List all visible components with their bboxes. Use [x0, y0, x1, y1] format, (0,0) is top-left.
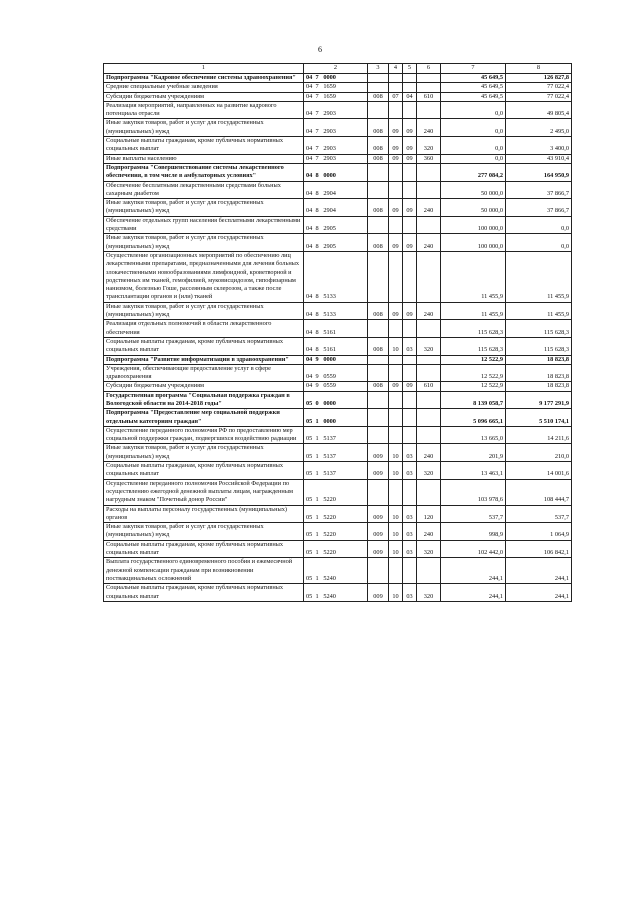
- row-subsection-cell: [403, 426, 417, 444]
- row-subsection-cell: 03: [403, 584, 417, 602]
- table-row: [104, 163, 572, 181]
- row-subsection-cell: [403, 163, 417, 181]
- row-amount-2015-cell: 102 442,0: [441, 540, 506, 558]
- row-section-cell: 09: [389, 154, 403, 163]
- table-row: [104, 199, 572, 217]
- row-section-cell: [389, 163, 403, 181]
- row-subsection-cell: 03: [403, 337, 417, 355]
- row-code-cell: 04 8 2905: [304, 234, 368, 252]
- row-amount-2016-cell: 5 510 174,1: [506, 409, 572, 427]
- row-name-cell: Социальные выплаты гражданам, кроме публичных нормативных социальных выплат: [104, 462, 304, 480]
- table-row: [104, 584, 572, 602]
- row-code-cell: 04 7 2903: [304, 154, 368, 163]
- row-expense-type-cell: [417, 364, 441, 382]
- row-subsection-cell: 09: [403, 137, 417, 155]
- row-section-cell: [389, 74, 403, 83]
- row-code-cell: 04 7 1659: [304, 83, 368, 92]
- table-row: [104, 355, 572, 364]
- row-ministry-cell: 009: [368, 444, 389, 462]
- row-section-cell: 10: [389, 540, 403, 558]
- row-ministry-cell: [368, 163, 389, 181]
- row-amount-2016-cell: 126 827,8: [506, 74, 572, 83]
- row-amount-2015-cell: 8 139 058,7: [441, 391, 506, 409]
- row-code-cell: 04 9 0559: [304, 364, 368, 382]
- row-amount-2016-cell: 537,7: [506, 505, 572, 523]
- row-amount-2015-cell: 12 522,9: [441, 355, 506, 364]
- row-expense-type-cell: 320: [417, 462, 441, 480]
- row-section-cell: [389, 426, 403, 444]
- table-row: [104, 83, 572, 92]
- row-ministry-cell: [368, 355, 389, 364]
- row-name-cell: Средние специальные учебные заведения: [104, 83, 304, 92]
- row-amount-2016-cell: 37 866,7: [506, 199, 572, 217]
- row-code-cell: 05 0 0000: [304, 391, 368, 409]
- row-code-cell: 05 1 5220: [304, 505, 368, 523]
- row-expense-type-cell: 320: [417, 584, 441, 602]
- table-row: [104, 251, 572, 302]
- row-subsection-cell: 09: [403, 199, 417, 217]
- row-expense-type-cell: 240: [417, 523, 441, 541]
- row-name-cell: Расходы на выплаты персоналу государственных (муниципальных) органов: [104, 505, 304, 523]
- row-ministry-cell: 009: [368, 540, 389, 558]
- row-amount-2016-cell: 0,0: [506, 216, 572, 234]
- row-name-cell: Реализация мероприятий, направленных на развитие кадрового потенциала отрасли: [104, 101, 304, 119]
- row-amount-2015-cell: 0,0: [441, 101, 506, 119]
- row-name-cell: Иные закупки товаров, работ и услуг для государственных (муниципальных) нужд: [104, 234, 304, 252]
- row-subsection-cell: [403, 479, 417, 505]
- row-expense-type-cell: 120: [417, 505, 441, 523]
- row-amount-2015-cell: 537,7: [441, 505, 506, 523]
- row-amount-2016-cell: 18 823,8: [506, 355, 572, 364]
- row-amount-2015-cell: 5 096 665,1: [441, 409, 506, 427]
- row-amount-2016-cell: 77 022,4: [506, 83, 572, 92]
- row-subsection-cell: [403, 74, 417, 83]
- row-subsection-cell: 09: [403, 302, 417, 320]
- table-row: [104, 409, 572, 427]
- row-amount-2015-cell: 13 665,0: [441, 426, 506, 444]
- row-name-cell: Подпрограмма "Развитие информатизации в здравоохранении": [104, 355, 304, 364]
- table-row: [104, 505, 572, 523]
- row-amount-2016-cell: 3 400,0: [506, 137, 572, 155]
- row-amount-2015-cell: 50 000,0: [441, 199, 506, 217]
- table-row: [104, 444, 572, 462]
- row-name-cell: Иные закупки товаров, работ и услуг для государственных (муниципальных) нужд: [104, 523, 304, 541]
- row-section-cell: [389, 216, 403, 234]
- row-amount-2016-cell: 210,0: [506, 444, 572, 462]
- row-ministry-cell: 008: [368, 199, 389, 217]
- row-amount-2016-cell: 77 022,4: [506, 92, 572, 101]
- row-subsection-cell: [403, 181, 417, 199]
- row-amount-2015-cell: 0,0: [441, 154, 506, 163]
- row-section-cell: 09: [389, 199, 403, 217]
- row-subsection-cell: 03: [403, 462, 417, 480]
- row-amount-2015-cell: 12 522,9: [441, 364, 506, 382]
- row-subsection-cell: [403, 355, 417, 364]
- table-row: [104, 234, 572, 252]
- row-subsection-cell: [403, 83, 417, 92]
- row-name-cell: Подпрограмма "Предоставление мер социальной поддержки отдельным категориям граждан": [104, 409, 304, 427]
- row-expense-type-cell: 240: [417, 444, 441, 462]
- row-subsection-cell: 09: [403, 119, 417, 137]
- row-amount-2016-cell: 106 842,1: [506, 540, 572, 558]
- row-name-cell: Подпрограмма "Кадровое обеспечение системы здравоохранения": [104, 74, 304, 83]
- row-amount-2016-cell: 1 064,9: [506, 523, 572, 541]
- table-row: [104, 391, 572, 409]
- row-ministry-cell: [368, 479, 389, 505]
- row-expense-type-cell: 320: [417, 337, 441, 355]
- row-subsection-cell: [403, 101, 417, 119]
- table-row: [104, 540, 572, 558]
- row-code-cell: 04 8 5161: [304, 337, 368, 355]
- row-section-cell: [389, 181, 403, 199]
- row-code-cell: 05 1 5137: [304, 444, 368, 462]
- row-amount-2015-cell: 12 522,9: [441, 382, 506, 391]
- row-amount-2015-cell: 201,9: [441, 444, 506, 462]
- row-name-cell: Иные закупки товаров, работ и услуг для государственных (муниципальных) нужд: [104, 302, 304, 320]
- row-subsection-cell: 09: [403, 234, 417, 252]
- row-expense-type-cell: [417, 391, 441, 409]
- table-row: [104, 74, 572, 83]
- row-expense-type-cell: [417, 101, 441, 119]
- row-amount-2015-cell: 103 978,6: [441, 479, 506, 505]
- row-ministry-cell: [368, 426, 389, 444]
- row-amount-2016-cell: 244,1: [506, 584, 572, 602]
- row-code-cell: 04 8 5133: [304, 302, 368, 320]
- row-subsection-cell: 03: [403, 444, 417, 462]
- row-amount-2016-cell: 37 866,7: [506, 181, 572, 199]
- row-section-cell: 07: [389, 92, 403, 101]
- row-amount-2016-cell: 18 823,8: [506, 364, 572, 382]
- row-ministry-cell: [368, 391, 389, 409]
- row-ministry-cell: [368, 101, 389, 119]
- row-expense-type-cell: [417, 409, 441, 427]
- row-amount-2015-cell: 244,1: [441, 558, 506, 584]
- row-amount-2015-cell: 45 649,5: [441, 74, 506, 83]
- row-amount-2015-cell: 50 000,0: [441, 181, 506, 199]
- row-name-cell: Иные закупки товаров, работ и услуг для государственных (муниципальных) нужд: [104, 199, 304, 217]
- row-expense-type-cell: [417, 320, 441, 338]
- row-ministry-cell: 009: [368, 584, 389, 602]
- row-amount-2015-cell: 11 455,9: [441, 302, 506, 320]
- row-amount-2016-cell: 18 823,8: [506, 382, 572, 391]
- row-name-cell: Обеспечение отдельных групп населения бесплатными лекарственными средствами: [104, 216, 304, 234]
- row-expense-type-cell: [417, 163, 441, 181]
- row-code-cell: 04 8 0000: [304, 163, 368, 181]
- row-expense-type-cell: [417, 83, 441, 92]
- row-amount-2015-cell: 115 628,3: [441, 337, 506, 355]
- row-section-cell: [389, 409, 403, 427]
- row-name-cell: Социальные выплаты гражданам, кроме публичных нормативных социальных выплат: [104, 137, 304, 155]
- row-subsection-cell: [403, 216, 417, 234]
- row-subsection-cell: [403, 558, 417, 584]
- row-name-cell: Подпрограмма "Совершенствование системы лекарственного обеспечения, в том числе в амбулаторных условиях": [104, 163, 304, 181]
- row-code-cell: 04 8 2905: [304, 216, 368, 234]
- row-section-cell: 10: [389, 337, 403, 355]
- row-code-cell: 05 1 5220: [304, 479, 368, 505]
- row-amount-2015-cell: 45 649,5: [441, 92, 506, 101]
- row-subsection-cell: 03: [403, 540, 417, 558]
- row-amount-2015-cell: 998,9: [441, 523, 506, 541]
- row-code-cell: 04 8 5161: [304, 320, 368, 338]
- row-name-cell: Осуществление переданного полномочия Российской Федерации по осуществлению ежегодной денежной выплаты лицам, награжденным нагрудным знаком "Почетный донор России": [104, 479, 304, 505]
- table-row: [104, 426, 572, 444]
- row-name-cell: Иные закупки товаров, работ и услуг для государственных (муниципальных) нужд: [104, 444, 304, 462]
- row-expense-type-cell: 610: [417, 92, 441, 101]
- table-row: [104, 320, 572, 338]
- row-name-cell: Реализация отдельных полномочий в области лекарственного обеспечения: [104, 320, 304, 338]
- row-amount-2016-cell: 14 001,6: [506, 462, 572, 480]
- row-amount-2015-cell: 13 463,1: [441, 462, 506, 480]
- row-subsection-cell: [403, 320, 417, 338]
- row-expense-type-cell: [417, 479, 441, 505]
- row-amount-2015-cell: 45 649,5: [441, 83, 506, 92]
- row-expense-type-cell: [417, 251, 441, 302]
- row-section-cell: 10: [389, 523, 403, 541]
- table-row: [104, 101, 572, 119]
- row-expense-type-cell: [417, 216, 441, 234]
- row-ministry-cell: [368, 409, 389, 427]
- row-code-cell: 05 1 5137: [304, 462, 368, 480]
- row-ministry-cell: 008: [368, 154, 389, 163]
- table-row: [104, 523, 572, 541]
- row-section-cell: [389, 391, 403, 409]
- row-expense-type-cell: 320: [417, 137, 441, 155]
- row-name-cell: Выплата государственного единовременного пособия и ежемесячной денежной компенсации гражданам при возникновении поствакцинальных осложнений: [104, 558, 304, 584]
- row-ministry-cell: [368, 74, 389, 83]
- row-subsection-cell: [403, 409, 417, 427]
- table-row: [104, 558, 572, 584]
- row-name-cell: Иные закупки товаров, работ и услуг для государственных (муниципальных) нужд: [104, 119, 304, 137]
- row-section-cell: 10: [389, 584, 403, 602]
- row-ministry-cell: 009: [368, 505, 389, 523]
- header-cell: 7: [441, 64, 506, 74]
- row-section-cell: [389, 364, 403, 382]
- row-expense-type-cell: [417, 181, 441, 199]
- row-section-cell: [389, 251, 403, 302]
- row-expense-type-cell: [417, 355, 441, 364]
- row-amount-2015-cell: 115 628,3: [441, 320, 506, 338]
- row-expense-type-cell: [417, 558, 441, 584]
- row-amount-2016-cell: 244,1: [506, 558, 572, 584]
- row-section-cell: 10: [389, 462, 403, 480]
- table-header-row: [104, 64, 572, 74]
- row-ministry-cell: [368, 364, 389, 382]
- table-row: [104, 382, 572, 391]
- row-ministry-cell: [368, 320, 389, 338]
- row-expense-type-cell: 240: [417, 302, 441, 320]
- row-amount-2015-cell: 11 455,9: [441, 251, 506, 302]
- row-ministry-cell: [368, 216, 389, 234]
- row-ministry-cell: 008: [368, 92, 389, 101]
- row-ministry-cell: [368, 558, 389, 584]
- row-amount-2016-cell: 14 211,6: [506, 426, 572, 444]
- row-amount-2015-cell: 100 000,0: [441, 216, 506, 234]
- table-row: [104, 302, 572, 320]
- header-cell: 6: [417, 64, 441, 74]
- row-amount-2016-cell: 43 910,4: [506, 154, 572, 163]
- row-section-cell: [389, 558, 403, 584]
- row-ministry-cell: [368, 251, 389, 302]
- table-row: [104, 364, 572, 382]
- row-subsection-cell: 09: [403, 154, 417, 163]
- row-section-cell: 09: [389, 302, 403, 320]
- row-amount-2016-cell: 115 628,3: [506, 337, 572, 355]
- row-subsection-cell: 04: [403, 92, 417, 101]
- row-amount-2016-cell: 9 177 291,9: [506, 391, 572, 409]
- row-ministry-cell: 009: [368, 523, 389, 541]
- row-ministry-cell: 008: [368, 119, 389, 137]
- row-code-cell: 04 9 0000: [304, 355, 368, 364]
- row-code-cell: 04 8 5133: [304, 251, 368, 302]
- row-ministry-cell: [368, 181, 389, 199]
- row-amount-2016-cell: 11 455,9: [506, 251, 572, 302]
- row-amount-2015-cell: 0,0: [441, 119, 506, 137]
- row-section-cell: [389, 355, 403, 364]
- table-row: [104, 154, 572, 163]
- row-expense-type-cell: 240: [417, 199, 441, 217]
- row-ministry-cell: 008: [368, 302, 389, 320]
- row-code-cell: 05 1 5220: [304, 540, 368, 558]
- row-name-cell: Иные выплаты населению: [104, 154, 304, 163]
- table-row: [104, 181, 572, 199]
- row-code-cell: 04 9 0559: [304, 382, 368, 391]
- row-ministry-cell: [368, 83, 389, 92]
- row-expense-type-cell: 610: [417, 382, 441, 391]
- row-expense-type-cell: 240: [417, 234, 441, 252]
- row-amount-2015-cell: 100 000,0: [441, 234, 506, 252]
- row-name-cell: Социальные выплаты гражданам, кроме публичных нормативных социальных выплат: [104, 540, 304, 558]
- row-code-cell: 04 8 2904: [304, 181, 368, 199]
- row-section-cell: 09: [389, 382, 403, 391]
- row-ministry-cell: 008: [368, 382, 389, 391]
- row-ministry-cell: 008: [368, 137, 389, 155]
- row-section-cell: [389, 83, 403, 92]
- table-row: [104, 337, 572, 355]
- row-section-cell: 10: [389, 505, 403, 523]
- row-name-cell: Обеспечение бесплатными лекарственными средствами больных сахарным диабетом: [104, 181, 304, 199]
- row-ministry-cell: 009: [368, 462, 389, 480]
- row-expense-type-cell: 240: [417, 119, 441, 137]
- table-row: [104, 137, 572, 155]
- header-cell: 4: [389, 64, 403, 74]
- row-code-cell: 04 8 2904: [304, 199, 368, 217]
- row-name-cell: Осуществление организационных мероприятий по обеспечению лиц лекарственными препаратами, предназначенными для лечения больных злокачественными новообразованиями лимфоидной, кроветворной и родственных им тканей, гемофилией, муковисцидозом, гипофизарным нанизмом, болезнью Гоше, рассеянным склерозом, а также после трансплантации органов и (или) тканей: [104, 251, 304, 302]
- table-body: [104, 74, 572, 602]
- row-amount-2016-cell: 164 950,9: [506, 163, 572, 181]
- row-amount-2016-cell: 2 495,0: [506, 119, 572, 137]
- row-amount-2016-cell: 115 628,3: [506, 320, 572, 338]
- row-subsection-cell: 09: [403, 382, 417, 391]
- row-name-cell: Социальные выплаты гражданам, кроме публичных нормативных социальных выплат: [104, 337, 304, 355]
- row-code-cell: 05 1 5137: [304, 426, 368, 444]
- row-name-cell: Субсидии бюджетным учреждениям: [104, 92, 304, 101]
- row-name-cell: Осуществление переданного полномочия РФ по предоставлению мер социальной поддержки граждан, подвергшихся воздействию радиации: [104, 426, 304, 444]
- row-amount-2015-cell: 277 084,2: [441, 163, 506, 181]
- row-section-cell: [389, 101, 403, 119]
- row-section-cell: [389, 320, 403, 338]
- header-cell: 8: [506, 64, 572, 74]
- row-code-cell: 05 1 5220: [304, 523, 368, 541]
- table-row: [104, 216, 572, 234]
- table-row: [104, 92, 572, 101]
- row-name-cell: Государственная программа "Социальная поддержка граждан в Вологодской области на 2014-2018 годы": [104, 391, 304, 409]
- row-code-cell: 04 7 2903: [304, 137, 368, 155]
- row-code-cell: 04 7 2903: [304, 119, 368, 137]
- row-expense-type-cell: 360: [417, 154, 441, 163]
- row-section-cell: 09: [389, 137, 403, 155]
- row-amount-2015-cell: 0,0: [441, 137, 506, 155]
- row-code-cell: 04 7 2903: [304, 101, 368, 119]
- row-code-cell: 04 7 1659: [304, 92, 368, 101]
- row-amount-2016-cell: 0,0: [506, 234, 572, 252]
- row-subsection-cell: 03: [403, 505, 417, 523]
- row-expense-type-cell: [417, 74, 441, 83]
- row-amount-2016-cell: 108 444,7: [506, 479, 572, 505]
- row-section-cell: [389, 479, 403, 505]
- row-code-cell: 05 1 5240: [304, 584, 368, 602]
- row-section-cell: 09: [389, 119, 403, 137]
- header-cell: 2: [304, 64, 368, 74]
- row-subsection-cell: [403, 364, 417, 382]
- row-code-cell: 04 7 0000: [304, 74, 368, 83]
- row-amount-2016-cell: 11 455,9: [506, 302, 572, 320]
- table-row: [104, 479, 572, 505]
- header-cell: 5: [403, 64, 417, 74]
- row-code-cell: 05 1 5240: [304, 558, 368, 584]
- row-section-cell: 10: [389, 444, 403, 462]
- row-ministry-cell: 008: [368, 234, 389, 252]
- row-name-cell: Учреждения, обеспечивающие предоставление услуг в сфере здравоохранения: [104, 364, 304, 382]
- row-subsection-cell: 03: [403, 523, 417, 541]
- row-name-cell: Субсидии бюджетным учреждениям: [104, 382, 304, 391]
- row-subsection-cell: [403, 251, 417, 302]
- row-amount-2016-cell: 49 805,4: [506, 101, 572, 119]
- row-expense-type-cell: 320: [417, 540, 441, 558]
- row-ministry-cell: 008: [368, 337, 389, 355]
- row-code-cell: 05 1 0000: [304, 409, 368, 427]
- budget-table: [103, 63, 572, 602]
- row-name-cell: Социальные выплаты гражданам, кроме публичных нормативных социальных выплат: [104, 584, 304, 602]
- row-expense-type-cell: [417, 426, 441, 444]
- table-row: [104, 119, 572, 137]
- page-number: 6: [318, 45, 322, 54]
- header-cell: 1: [104, 64, 304, 74]
- table-row: [104, 462, 572, 480]
- header-cell: 3: [368, 64, 389, 74]
- row-section-cell: 09: [389, 234, 403, 252]
- row-amount-2015-cell: 244,1: [441, 584, 506, 602]
- row-subsection-cell: [403, 391, 417, 409]
